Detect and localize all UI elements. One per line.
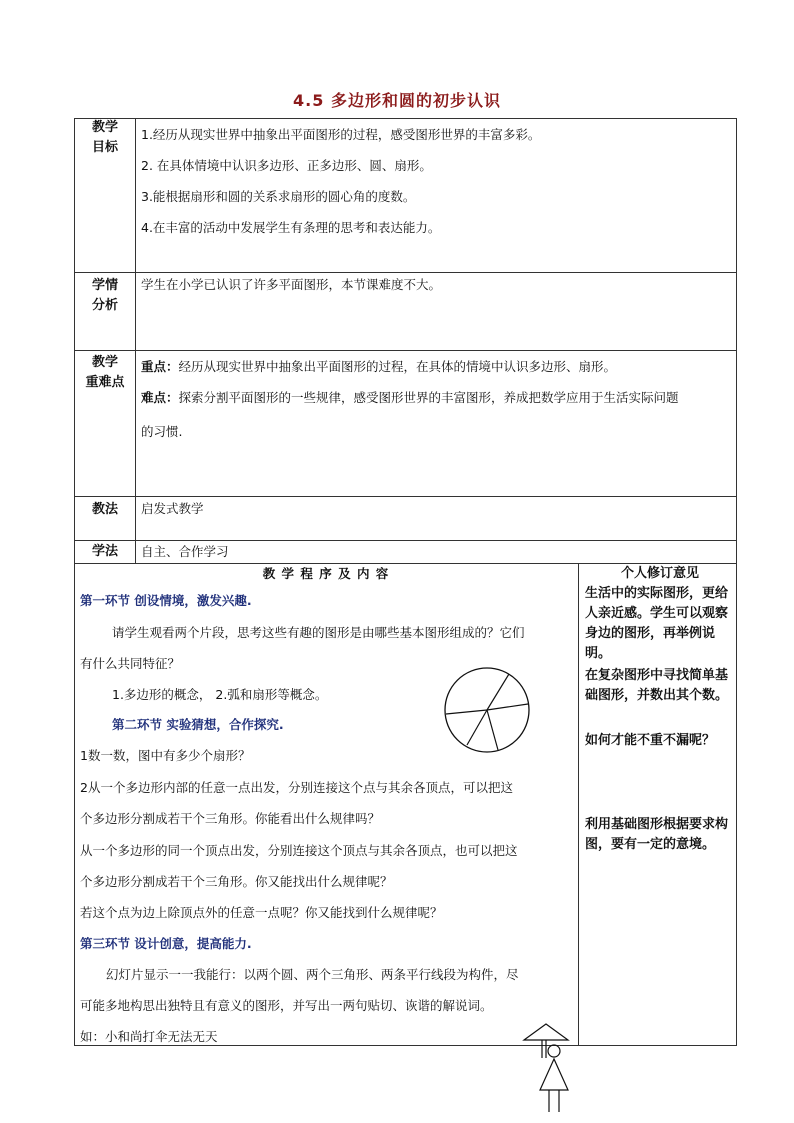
goal-item: 1.经历从现实世界中抽象出平面图形的过程，感受图形世界的丰富多彩。: [141, 127, 541, 142]
difficult-point-cont: 的习惯.: [141, 424, 183, 439]
goal-item: 4.在丰富的活动中发展学生有条理的思考和表达能力。: [141, 220, 441, 235]
step2-title: 第二环节 实验猜想，合作探究.: [112, 717, 284, 732]
analysis-label: 学情 分析: [91, 278, 118, 313]
example-text: 如：小和尚打伞无法无天: [80, 1029, 218, 1044]
step1-text: 请学生观看两个片段，思考这些有趣的图形是由哪些基本图形组成的？它们: [112, 625, 525, 640]
goal-item: 3.能根据扇形和圆的关系求扇形的圆心角的度数。: [141, 189, 416, 204]
step3-text: 幻灯片显示一一我能行：以两个圆、两个三角形、两条平行线段为构件，尽: [106, 967, 519, 982]
procedure-header: 教 学 程 序 及 内 容: [262, 566, 390, 581]
study-text: 自主、合作学习: [141, 544, 229, 559]
side-header: 个人修订意见: [620, 566, 699, 581]
step3-title: 第三环节 设计创意，提高能力.: [80, 936, 252, 951]
question-3-cont: 个多边形分割成若干个三角形。你又能找出什么规律呢？: [80, 874, 393, 889]
key-label: 教学 重难点: [85, 355, 125, 390]
sector-circle-figure: [441, 664, 533, 756]
step1-text-cont: 有什么共同特征？: [80, 656, 181, 671]
side-note-3: 如何才能不重不漏呢？: [585, 733, 716, 748]
question-1: 1数一数，图中有多少个扇形？: [80, 748, 251, 763]
page-title: 4.5 多边形和圆的初步认识: [293, 91, 501, 110]
study-label: 学法: [91, 544, 118, 559]
goal-item: 2. 在具体情境中认识多边形、正多边形、圆、扇形。: [141, 158, 432, 173]
monk-umbrella-figure: [516, 1018, 582, 1114]
question-2-cont: 个多边形分割成若干个三角形。你能看出什么规律吗？: [80, 811, 381, 826]
side-note-1: 生活中的实际图形，更给人亲近感。学生可以观察身边的图形，再举例说明。: [585, 586, 729, 661]
question-2: 2从一个多边形内部的任意一点出发，分别连接这个点与其余各顶点，可以把这: [80, 780, 513, 795]
question-3: 从一个多边形的同一个顶点出发，分别连接这个顶点与其余各顶点，也可以把这: [80, 843, 518, 858]
difficult-point: 难点：探索分割平面图形的一些规律，感受图形世界的丰富图形，养成把数学应用于生活实际问题: [141, 390, 679, 405]
step1-concepts: 1.多边形的概念， 2.弧和扇形等概念。: [112, 687, 328, 702]
step3-text-cont: 可能多地构思出独特且有意义的图形，并写出一两句贴切、诙谐的解说词。: [80, 998, 493, 1013]
goals-label: 教学 目标: [91, 120, 118, 155]
method-text: 启发式教学: [141, 501, 204, 516]
key-point: 重点：经历从现实世界中抽象出平面图形的过程，在具体的情境中认识多边形、扇形。: [141, 359, 617, 374]
side-note-2: 在复杂图形中寻找简单基础图形，并数出其个数。: [585, 668, 729, 703]
question-4: 若这个点为边上除顶点外的任意一点呢？你又能找到什么规律呢？: [80, 905, 443, 920]
step1-title: 第一环节 创设情境，激发兴趣.: [80, 593, 252, 608]
method-label: 教法: [91, 502, 118, 517]
side-note-4: 利用基础图形根据要求构图，要有一定的意境。: [585, 817, 729, 852]
analysis-text: 学生在小学已认识了许多平面图形，本节课难度不大。: [141, 277, 442, 292]
